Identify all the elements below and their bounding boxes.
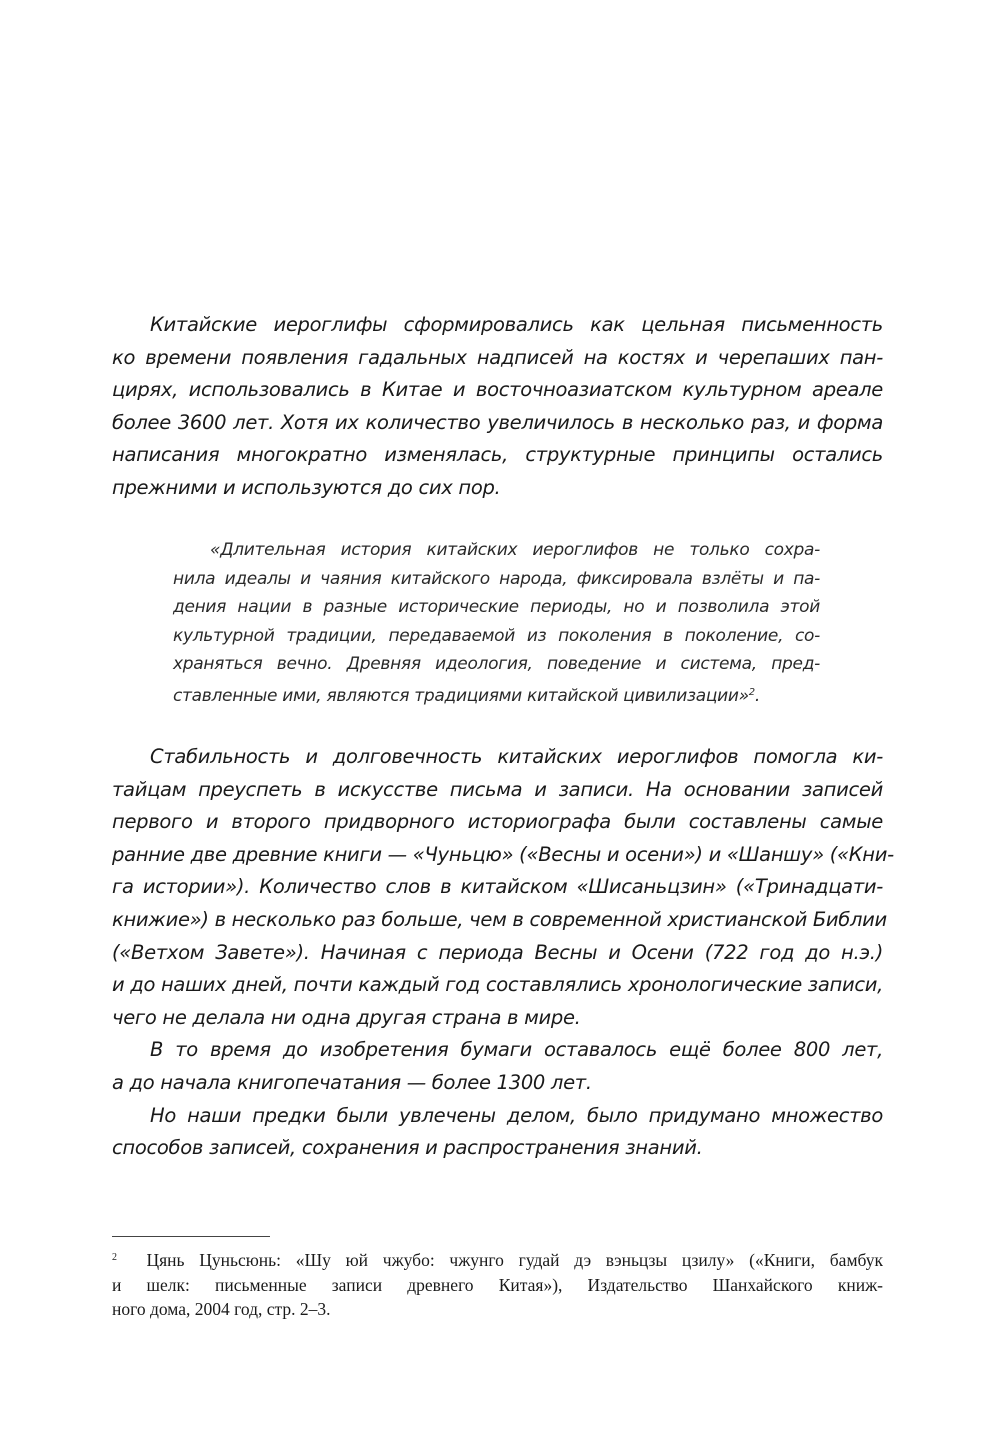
- text-line: чего не делала ни одна другая страна в мире.: [112, 1005, 581, 1029]
- text-line: «Длительная история китайских иероглифов не только сохра-: [210, 540, 820, 560]
- paragraph-1: [112, 309, 883, 505]
- text-line: тайцам преуспеть в искусстве письма и записи. На основании записей: [112, 777, 883, 801]
- text-line-content: Цянь Цуньсюнь: «Шу юй чжубо: чжунго гудай дэ вэньцзы цзилу» («Книги, бамбук: [146, 1250, 884, 1270]
- text-line-content: ставленные ими, являются традициями китайской цивилизации»: [173, 685, 749, 706]
- text-line: нила идеалы и чаяния китайского народа, фиксировала взлёты и па-: [173, 568, 820, 589]
- footnote-divider: [112, 1236, 270, 1237]
- text-line: и шелк: письменные записи древнего Китая»), Издательство Шанхайского книж-: [112, 1274, 883, 1295]
- text-line: а до начала книгопечатания — более 1300 лет.: [112, 1070, 592, 1094]
- text-line: га истории»). Количество слов в китайском «Шисаньцзин» («Тринадцати-: [112, 875, 883, 899]
- text-line: В то время до изобретения бумаги оставалось ещё более 800 лет,: [150, 1038, 883, 1062]
- text-line: способов записей, сохранения и распространения знаний.: [112, 1136, 703, 1160]
- footnote: [112, 1246, 883, 1322]
- text-line: более 3600 лет. Хотя их количество увеличилось в несколько раз, и форма: [112, 410, 883, 434]
- text-line: цирях, использовались в Китае и восточноазиатском культурном ареале: [112, 378, 883, 402]
- text-line: Стабильность и долговечность китайских иероглифов помогла ки-: [150, 745, 883, 768]
- text-line: первого и второго придворного историографа были составлены самые: [112, 810, 883, 834]
- footnote-reference[interactable]: 2: [748, 686, 755, 698]
- text-line: книжие») в несколько раз больше, чем в современной христианской Библии: [112, 907, 887, 931]
- text-line: культурной традиции, передаваемой из поколения в поколение, со-: [173, 625, 820, 646]
- text-line: прежними и используются до сих пор.: [112, 475, 501, 499]
- paragraph-2: [112, 741, 894, 1165]
- text-line: («Ветхом Завете»). Начиная с периода Весны и Осени (722 год до н.э.): [112, 940, 883, 964]
- text-line: храняться вечно. Древняя идеология, поведение и система, пред-: [173, 654, 820, 675]
- text-line: [112, 1246, 883, 1273]
- text-line: ного дома, 2004 год, стр. 2–3.: [112, 1299, 331, 1319]
- text-line: ранние две древние книги — «Чуньцю» («Весны и осени») и «Шаншу» («Кни-: [112, 842, 894, 866]
- text-line: дения нации в разные исторические периоды, но и позволила этой: [173, 597, 820, 618]
- text-line: написания многократно изменялась, структурные принципы остались: [112, 443, 883, 467]
- text-line: и до наших дней, почти каждый год составлялись хронологические записи,: [112, 973, 884, 997]
- text-line: Но наши предки были увлечены делом, было придумано множество: [150, 1103, 883, 1127]
- block-quote: [173, 536, 820, 711]
- footnote-number: 2: [112, 1252, 117, 1263]
- text-line: ко времени появления гадальных надписей на костях и черепаших пан-: [112, 345, 883, 369]
- text-line: [173, 679, 820, 711]
- quote-end: .: [754, 685, 760, 706]
- text-line: Китайские иероглифы сформировались как цельная письменность: [150, 313, 883, 336]
